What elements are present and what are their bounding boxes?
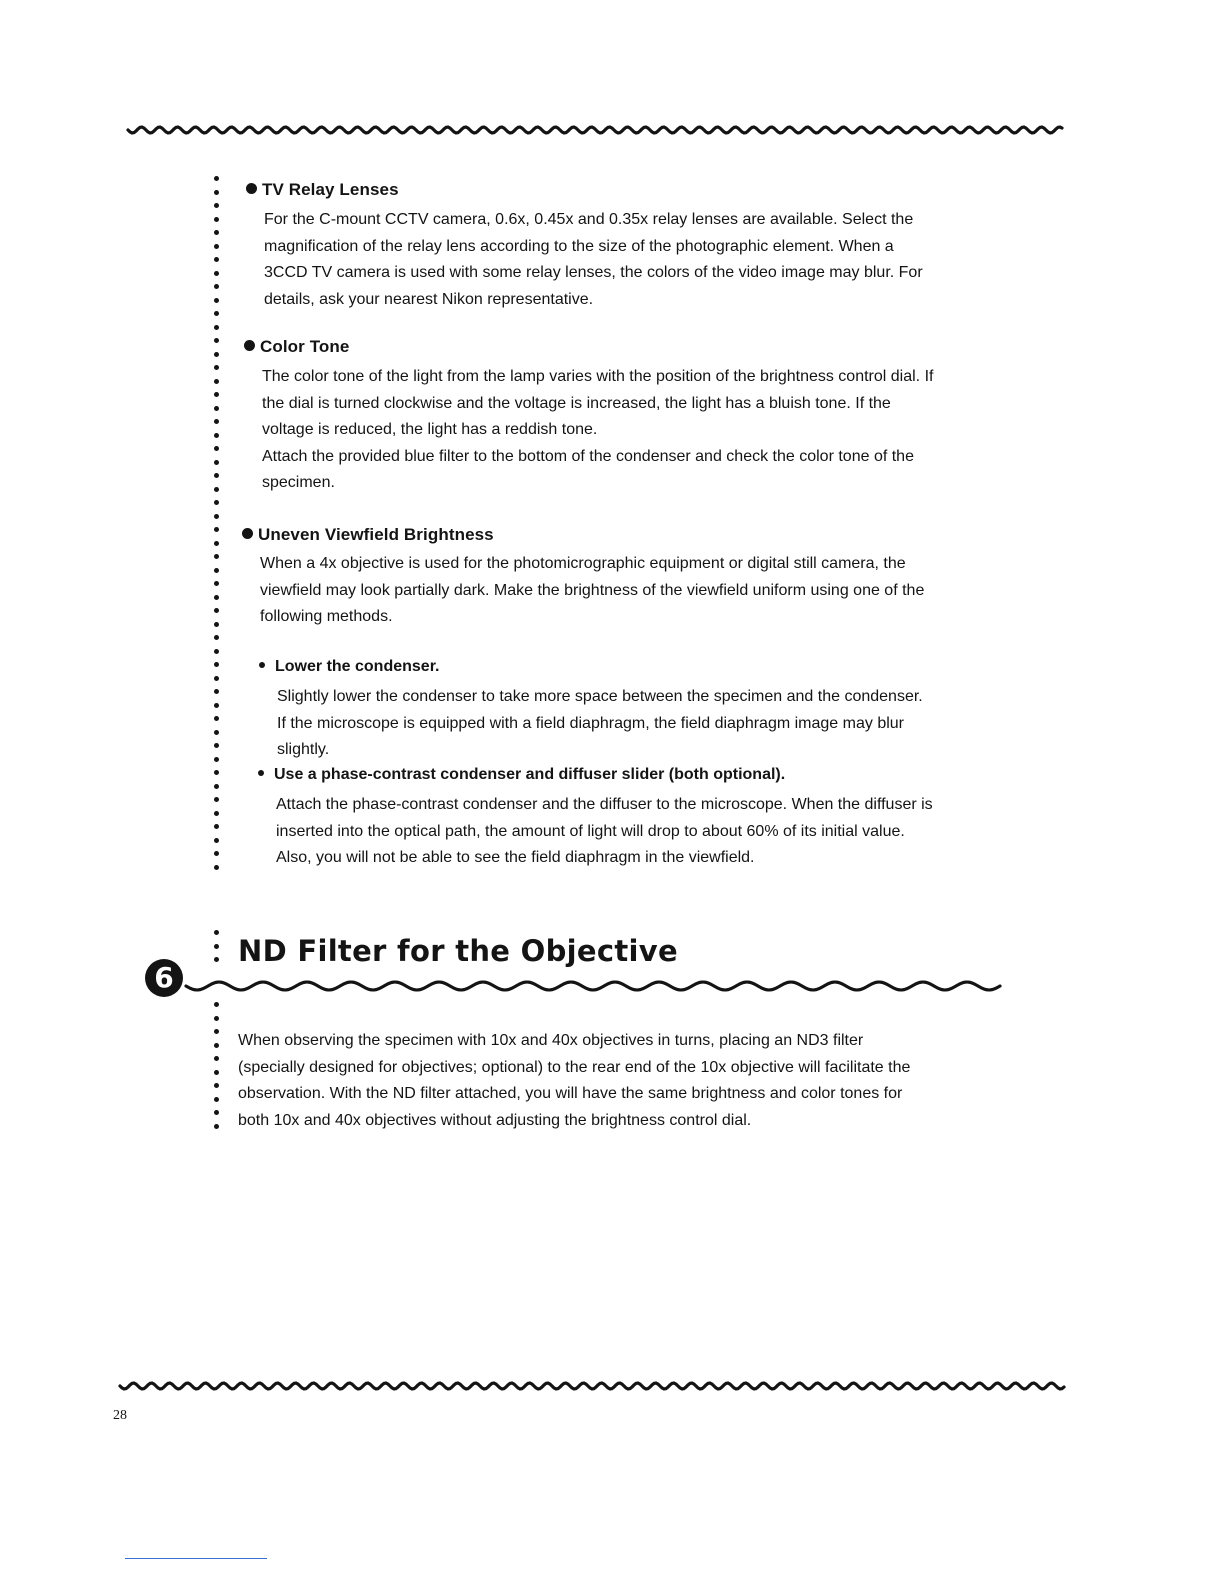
margin-dot	[214, 541, 219, 546]
text-line: slightly.	[277, 741, 330, 758]
margin-dot	[214, 716, 219, 721]
margin-dot	[214, 649, 219, 654]
margin-dot	[214, 365, 219, 370]
margin-dot	[214, 460, 219, 465]
text-line: When a 4x objective is used for the photomicrographic equipment or digital still camera, the	[260, 555, 906, 572]
margin-dot	[214, 311, 219, 316]
margin-dot	[214, 1056, 219, 1061]
uneven-heading	[242, 525, 494, 545]
margin-dot	[214, 838, 219, 843]
margin-dot	[214, 757, 219, 762]
method-title: Use a phase-contrast condenser and diffuser slider (both optional).	[274, 766, 786, 783]
uneven-title: Uneven Viewfield Brightness	[258, 525, 494, 544]
text-line: observation. With the ND filter attached, you will have the same brightness and color tones for	[238, 1085, 903, 1102]
margin-dot	[214, 392, 219, 397]
margin-dot	[214, 797, 219, 802]
margin-dot	[214, 217, 219, 222]
margin-dot	[214, 608, 219, 613]
text-line: both 10x and 40x objectives without adjusting the brightness control dial.	[238, 1111, 752, 1129]
margin-dot	[214, 676, 219, 681]
text-line: For the C-mount CCTV camera, 0.6x, 0.45x and 0.35x relay lenses are available. Select the	[264, 211, 914, 228]
margin-dot-column	[214, 0, 218, 1584]
small-bullet-icon	[259, 662, 265, 668]
bullet-icon	[246, 183, 257, 194]
margin-dot	[214, 703, 219, 708]
margin-dot	[214, 930, 219, 935]
margin-dot	[214, 554, 219, 559]
text-line: The color tone of the light from the lamp varies with the position of the brightness control dial. If	[262, 368, 934, 385]
margin-dot	[214, 433, 219, 438]
margin-dot	[214, 811, 219, 816]
tv-relay-title: TV Relay Lenses	[262, 180, 399, 199]
text-line: Attach the provided blue filter to the bottom of the condenser and check the color tone of the	[262, 447, 914, 465]
bottom-rule	[125, 1558, 267, 1559]
margin-dot	[214, 1124, 219, 1129]
margin-dot	[214, 176, 219, 181]
margin-dot	[214, 298, 219, 303]
method-lower-condenser-body	[277, 684, 923, 764]
margin-dot	[214, 1110, 219, 1115]
top-wave-rule	[128, 127, 1062, 133]
text-line: the dial is turned clockwise and the voltage is increased, the light has a bluish tone. If the	[262, 394, 891, 412]
margin-dot	[214, 865, 219, 870]
margin-dot	[214, 446, 219, 451]
section-wave-rule	[186, 982, 1000, 990]
margin-dot	[214, 1029, 219, 1034]
margin-dot	[214, 944, 219, 949]
margin-dot	[214, 473, 219, 478]
margin-dot	[214, 743, 219, 748]
margin-dot	[214, 730, 219, 735]
margin-dot	[214, 824, 219, 829]
margin-dot	[214, 957, 219, 962]
text-line: specimen.	[262, 474, 335, 491]
margin-dot	[214, 784, 219, 789]
small-bullet-icon	[258, 770, 264, 776]
margin-dot	[214, 338, 219, 343]
margin-dot	[214, 190, 219, 195]
margin-dot	[214, 527, 219, 532]
margin-dot	[214, 352, 219, 357]
tv-relay-body	[264, 207, 923, 313]
text-line: voltage is reduced, the light has a reddish tone.	[262, 421, 598, 438]
page-number: 28	[113, 1408, 127, 1423]
margin-dot	[214, 689, 219, 694]
margin-dot	[214, 1016, 219, 1021]
color-tone-heading	[244, 337, 349, 357]
margin-dot	[214, 635, 219, 640]
margin-dot	[214, 257, 219, 262]
color-tone-body	[262, 364, 933, 497]
text-line: (specially designed for objectives; optional) to the rear end of the 10x objective will facilitate the	[238, 1058, 911, 1076]
text-line: 3CCD TV camera is used with some relay lenses, the colors of the video image may blur. For	[264, 264, 923, 281]
text-line: magnification of the relay lens according to the size of the photographic element. When a	[264, 237, 894, 255]
bullet-icon	[244, 340, 255, 351]
text-line: Slightly lower the condenser to take more space between the specimen and the condenser.	[277, 688, 923, 705]
margin-dot	[214, 1002, 219, 1007]
margin-dot	[214, 622, 219, 627]
margin-dot	[214, 514, 219, 519]
tv-relay-heading	[246, 180, 399, 200]
color-tone-title: Color Tone	[260, 337, 350, 356]
text-line: details, ask your nearest Nikon representative.	[264, 290, 594, 308]
margin-dot	[214, 244, 219, 249]
nd-filter-body	[238, 1028, 910, 1134]
margin-dot	[214, 770, 219, 775]
text-line: inserted into the optical path, the amount of light will drop to about 60% of its initial value.	[276, 822, 905, 840]
text-line: Attach the phase-contrast condenser and the diffuser to the microscope. When the diffuser is	[276, 796, 933, 813]
section-title: ND Filter for the Objective	[238, 934, 678, 968]
margin-dot	[214, 662, 219, 667]
method-phase-contrast-heading	[258, 766, 785, 784]
method-title: Lower the condenser.	[275, 658, 440, 675]
text-line: viewfield may look partially dark. Make the brightness of the viewfield uniform using one of the	[260, 581, 925, 599]
text-line: When observing the specimen with 10x and 40x objectives in turns, placing an ND3 filter	[238, 1032, 864, 1049]
margin-dot	[214, 325, 219, 330]
margin-dot	[214, 230, 219, 235]
margin-dot	[214, 284, 219, 289]
margin-dot	[214, 568, 219, 573]
bullet-icon	[242, 528, 253, 539]
margin-dot	[214, 1083, 219, 1088]
method-phase-contrast-body	[276, 792, 933, 872]
margin-dot	[214, 487, 219, 492]
margin-dot	[214, 1097, 219, 1102]
margin-dot	[214, 406, 219, 411]
margin-dot	[214, 271, 219, 276]
text-line: Also, you will not be able to see the field diaphragm in the viewfield.	[276, 849, 755, 866]
margin-dot	[214, 379, 219, 384]
section-number-badge: 6	[145, 959, 183, 997]
method-lower-condenser-heading	[259, 658, 439, 676]
uneven-body	[260, 551, 924, 631]
margin-dot	[214, 203, 219, 208]
margin-dot	[214, 1070, 219, 1075]
margin-dot	[214, 595, 219, 600]
text-line: If the microscope is equipped with a field diaphragm, the field diaphragm image may blur	[277, 714, 904, 732]
margin-dot	[214, 419, 219, 424]
text-line: following methods.	[260, 608, 393, 625]
margin-dot	[214, 1043, 219, 1048]
margin-dot	[214, 581, 219, 586]
margin-dot	[214, 851, 219, 856]
margin-dot	[214, 500, 219, 505]
bottom-wave-rule	[120, 1383, 1064, 1389]
